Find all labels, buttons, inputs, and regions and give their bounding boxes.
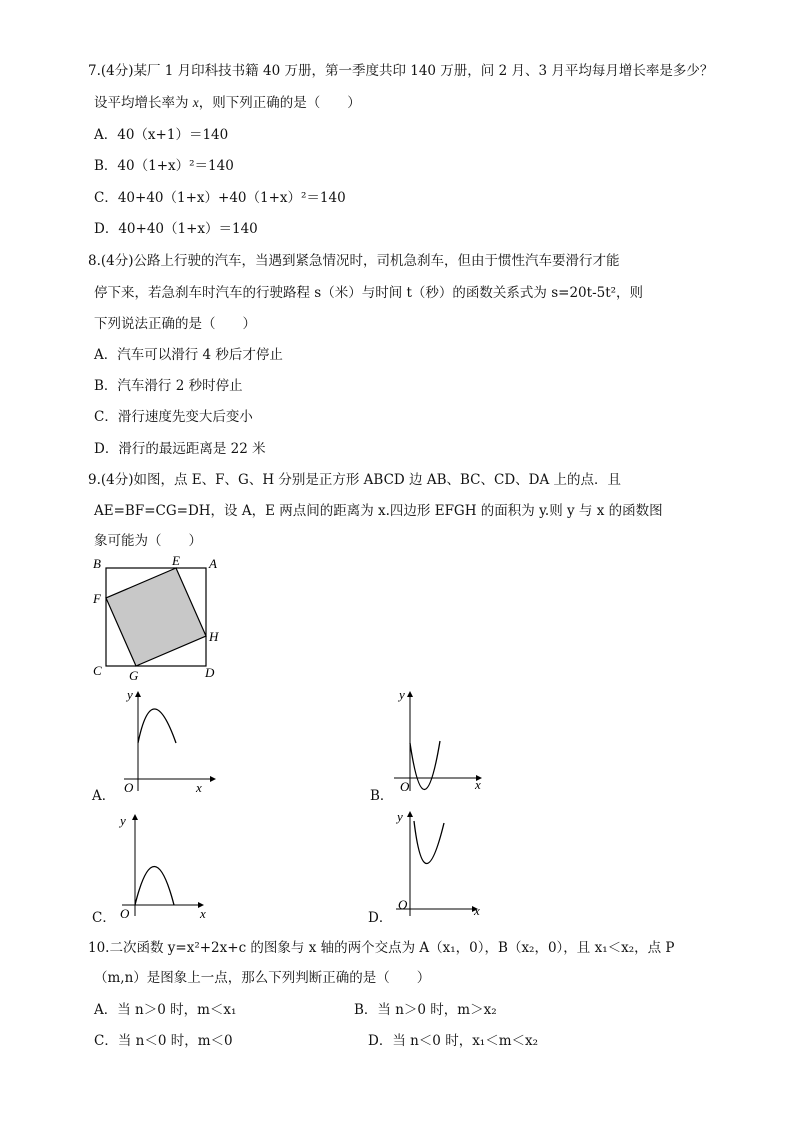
label-h: H	[209, 629, 219, 644]
q7-number: 7.	[88, 63, 101, 79]
graph-c	[112, 808, 222, 920]
label-g: G	[129, 668, 139, 683]
label-d: D	[205, 665, 215, 680]
label-a: A	[209, 556, 217, 571]
q9-option-a-label: A．	[92, 788, 116, 804]
label-e: E	[172, 555, 180, 568]
q10-option-c: C．当 n＜0 时，m＜0	[94, 1033, 233, 1049]
q8-line-2: 停下来，若急刹车时汽车的行驶路程 s（米）与时间 t（秒）的函数关系式为 s=20t-5t²，则	[94, 285, 644, 301]
q8-stem-1: 公路上行驶的汽车，当遇到紧急情况时，司机急刹车，但由于惯性汽车要滑行才能	[133, 253, 620, 269]
q7-line-1	[88, 62, 713, 80]
y-axis-arrow	[407, 811, 413, 817]
curve	[410, 741, 440, 790]
x-label: x	[200, 906, 206, 920]
q7-stem-2a: 设平均增长率为	[94, 95, 193, 111]
q8-option-c: C．滑行速度先变大后变小	[94, 409, 253, 425]
q7-option-b: B．40（1+x）²＝140	[94, 158, 234, 174]
origin-label: O	[120, 906, 130, 920]
x-label: x	[474, 903, 480, 917]
origin-label: O	[398, 897, 408, 912]
y-axis-arrow	[132, 814, 138, 820]
q8-number: 8.	[88, 253, 101, 269]
q8-option-d: D．滑行的最远距离是 22 米	[94, 441, 266, 457]
q9-option-c-label: C．	[92, 910, 116, 926]
square-figure	[88, 555, 228, 685]
y-axis-arrow	[407, 691, 413, 697]
label-c: C	[93, 663, 102, 678]
curve	[138, 709, 176, 743]
q9-line-1	[88, 471, 621, 489]
origin-label: O	[400, 779, 410, 794]
q10-line-1	[88, 939, 675, 957]
q8-line-3: 下列说法正确的是（ ）	[94, 316, 256, 332]
q7-option-d: D．40+40（1+x）＝140	[94, 221, 258, 237]
graph-d	[388, 805, 498, 917]
y-label: y	[399, 687, 405, 702]
y-axis-arrow	[135, 691, 141, 697]
origin-label: O	[124, 780, 134, 795]
q9-stem-1: 如图，点 E、F、G、H 分别是正方形 ABCD 边 AB、BC、CD、DA 上的点．且	[133, 472, 622, 488]
q10-line-2: （m,n）是图象上一点，那么下列判断正确的是（ ）	[94, 970, 431, 986]
label-b: B	[93, 556, 101, 571]
q9-line-3: 象可能为（ ）	[94, 533, 202, 549]
curve	[414, 821, 444, 864]
q9-number: 9.	[88, 472, 101, 488]
graph-b	[390, 685, 500, 795]
q10-option-b: B．当 n＞0 时，m＞x₂	[354, 1002, 497, 1018]
q7-var: x	[192, 95, 199, 110]
q9-score: (4分)	[100, 472, 134, 488]
q10-option-a: A．当 n＞0 时，m＜x₁	[94, 1002, 237, 1018]
q10-option-d: D．当 n＜0 时，x₁＜m＜x₂	[368, 1033, 539, 1049]
y-label: y	[120, 813, 126, 828]
x-label: x	[475, 777, 481, 792]
q7-option-a: A．40（x+1）＝140	[94, 127, 229, 143]
graph-a	[112, 685, 222, 795]
q7-score: (4分)	[100, 63, 134, 79]
x-axis-arrow	[210, 776, 216, 782]
q8-option-a: A．汽车可以滑行 4 秒后才停止	[94, 347, 283, 363]
q10-stem-1: 二次函数 y=x²+2x+c 的图象与 x 轴的两个交点为 A（x₁，0），B（x₂，0），且 x₁＜x₂，点 P	[109, 940, 675, 956]
q8-score: (4分)	[100, 253, 134, 269]
quadrilateral-efgh	[106, 568, 206, 666]
curve	[135, 867, 174, 906]
x-label: x	[196, 780, 202, 795]
q8-option-b: B．汽车滑行 2 秒时停止	[94, 378, 243, 394]
q9-option-b-label: B．	[370, 788, 394, 804]
q9-line-2: AE=BF=CG=DH，设 A，E 两点间的距离为 x.四边形 EFGH 的面积为 y.则 y 与 x 的函数图	[94, 503, 663, 519]
q9-option-d-label: D．	[368, 910, 393, 926]
q8-line-1	[88, 252, 620, 270]
y-label: y	[397, 809, 403, 824]
q7-stem-1: 某厂 1 月印科技书籍 40 万册，第一季度共印 140 万册，问 2 月、3 月平均每月增长率是多少？	[133, 63, 714, 79]
y-label: y	[127, 687, 133, 702]
q10-number: 10.	[88, 940, 110, 956]
q7-line-2	[94, 94, 361, 112]
q7-stem-2b: ，则下列正确的是（ ）	[198, 95, 361, 111]
q7-option-c: C．40+40（1+x）+40（1+x）²＝140	[94, 190, 346, 206]
label-f: F	[93, 591, 101, 606]
